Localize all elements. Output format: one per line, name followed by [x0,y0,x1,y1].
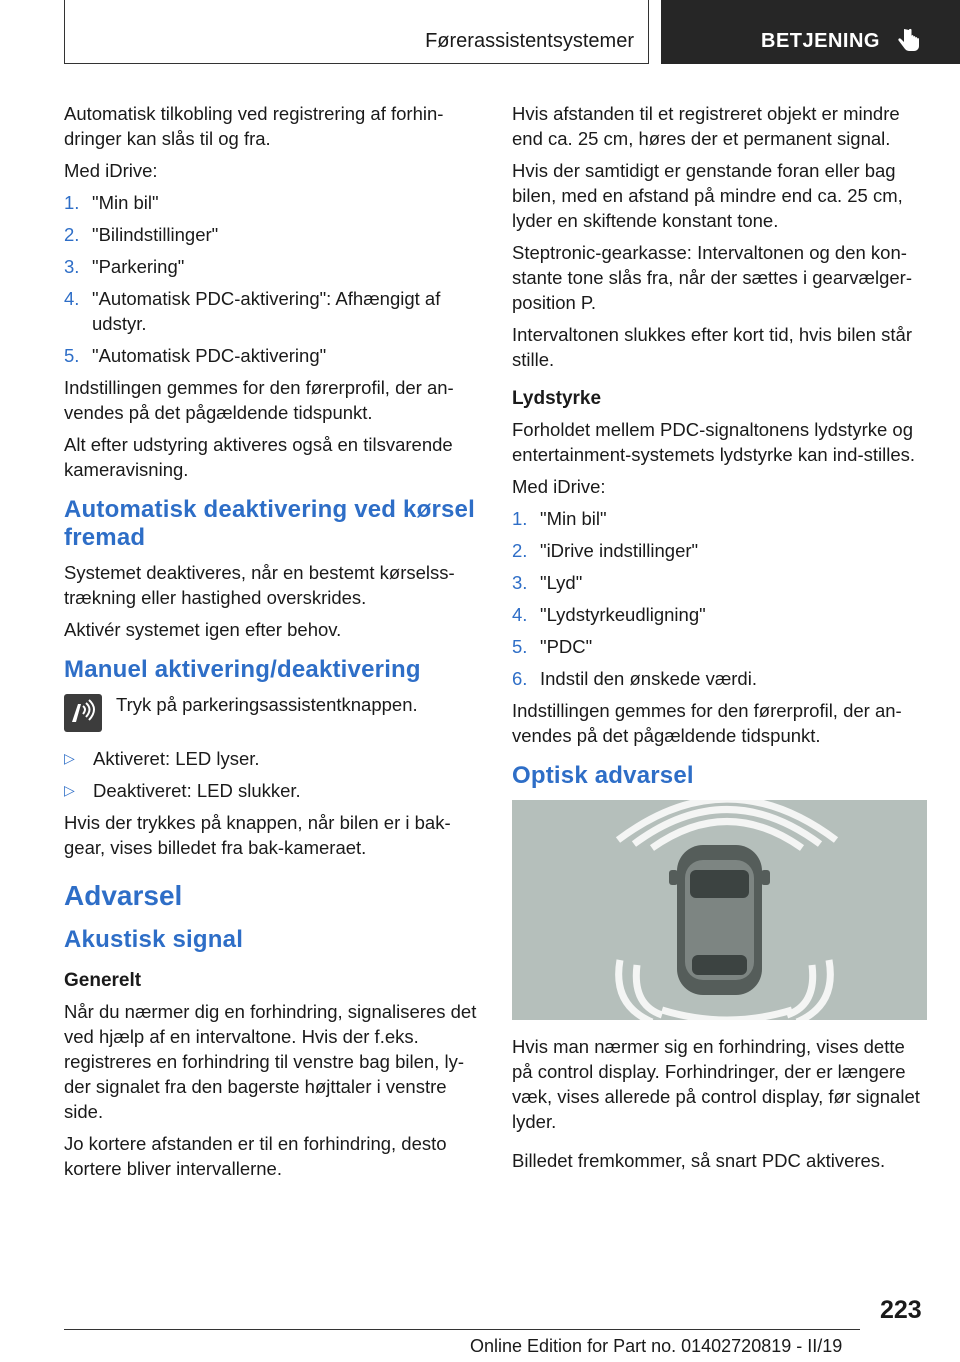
section-heading: Optisk advarsel [512,762,694,789]
pdc-display-image [512,800,927,1020]
paragraph: Hvis der samtidigt er genstande foran eller bag bilen, med en afstand på mindre end ca. 25 cm, lyder en skiftende konstant tone. [512,160,903,231]
idrive-steps-list [64,190,478,368]
page-number: 223 [880,1296,922,1324]
paragraph: Med iDrive: [512,476,606,497]
list-item [64,286,478,336]
step-text: Indstil den ønskede værdi. [540,668,757,689]
step-number: 5. [512,636,528,657]
list-item [64,222,478,247]
paragraph: Hvis afstanden til et registreret objekt er mindre end ca. 25 cm, høres der et permanent signal. [512,103,900,149]
paragraph: Billedet fremkommer, så snart PDC aktiveres. [512,1150,886,1171]
led-status-list [64,746,478,803]
paragraph: Hvis der trykkes på knappen, når bilen er i bak-gear, vises billedet fra bak-kameraet. [64,812,451,858]
list-item [64,778,478,803]
header-section [64,0,649,64]
bullet-text: Aktiveret: LED lyser. [93,748,260,769]
step-text: "Min bil" [92,192,159,213]
paragraph: Systemet deaktiveres, når en bestemt kørselss-trækning eller hastighed overskrides. [64,562,455,608]
step-text: "Automatisk PDC-aktivering" [92,345,327,366]
car-icon [669,845,770,995]
list-item [512,570,926,595]
paragraph: Intervaltonen slukkes efter kort tid, hvis bilen står stille. [512,324,912,370]
footer-divider [64,1329,860,1330]
list-item [64,343,478,368]
step-number: 2. [512,540,528,561]
step-number: 1. [512,508,528,529]
list-item [512,506,926,531]
sub-heading: Generelt [64,970,142,991]
step-text: "iDrive indstillinger" [540,540,699,561]
paragraph: Indstillingen gemmes for den førerprofil, der an-vendes på det pågældende tidspunkt. [512,700,902,746]
step-text: "Lydstyrkeudligning" [540,604,706,625]
list-item [512,666,926,691]
parking-assistant-button-icon [64,694,102,732]
idrive-steps-list [512,506,926,691]
section-heading: Automatisk deaktivering ved kørsel fremad [64,496,475,551]
step-text: "Parkering" [92,256,185,277]
step-number: 6. [512,668,528,689]
sub-heading: Lydstyrke [512,388,602,409]
paragraph: Alt efter udstyring aktiveres også en tilsvarende kameravisning. [64,434,453,480]
list-item [64,190,478,215]
paragraph: Jo kortere afstanden er til en forhindring, desto kortere bliver intervallerne. [64,1133,447,1179]
paragraph: Indstillingen gemmes for den førerprofil, der an-vendes på det pågældende tidspunkt. [64,377,454,423]
header-chapter-title: BETJENING [761,30,880,52]
triangle-bullet-icon: ▷ [64,782,75,798]
step-number: 2. [64,224,80,245]
hand-pointer-icon [893,26,923,56]
step-text: "PDC" [540,636,593,657]
header-section-title: Førerassistentsystemer [425,30,634,52]
step-text: "Min bil" [540,508,607,529]
footer-edition: Online Edition for Part no. 01402720819 - II/19 [470,1336,843,1356]
step-number: 3. [512,572,528,593]
paragraph: Med iDrive: [64,160,158,181]
step-text: "Lyd" [540,572,583,593]
paragraph: Hvis man nærmer sig en forhindring, vises dette på control display. Forhindringer, der er længere væk, vises allerede på control display, før signalet lyder. [512,1036,920,1132]
paragraph: Steptronic-gearkasse: Intervaltonen og den kon-stante tone slås fra, når der sættes i gearvælger-position P. [512,242,912,313]
list-item [512,538,926,563]
triangle-bullet-icon: ▷ [64,750,75,766]
header-chapter [661,0,960,64]
paragraph: Forholdet mellem PDC-signaltonens lydstyrke og entertainment-systemets lydstyrke kan ind-stilles. [512,419,916,465]
step-text: "Automatisk PDC-aktivering": Afhængigt af udstyr. [92,288,441,334]
chapter-heading: Advarsel [64,880,183,911]
paragraph: Automatisk tilkobling ved registrering af forhin-dringer kan slås til og fra. [64,103,444,149]
bullet-text: Deaktiveret: LED slukker. [93,780,301,801]
step-number: 3. [64,256,80,277]
step-number: 1. [64,192,80,213]
section-heading: Akustisk signal [64,926,244,953]
step-number: 4. [512,604,528,625]
paragraph: Når du nærmer dig en forhindring, signaliseres det ved hjælp af en intervaltone. Hvis der f.eks. registreres en forhindring til venstre bag bilen, ly-der signalet fra den bagerste højttaler i venstre side. [64,1001,477,1122]
list-item [64,746,478,771]
left-column [64,101,478,1188]
list-item [512,602,926,627]
parking-button-row [64,692,478,732]
step-text: "Bilindstillinger" [92,224,219,245]
right-column [512,101,926,1180]
list-item [64,254,478,279]
step-number: 4. [64,288,80,309]
section-heading: Manuel aktivering/deaktivering [64,656,421,683]
list-item [512,634,926,659]
button-instruction: Tryk på parkeringsassistentknappen. [116,694,418,715]
step-number: 5. [64,345,80,366]
paragraph: Aktivér systemet igen efter behov. [64,619,342,640]
